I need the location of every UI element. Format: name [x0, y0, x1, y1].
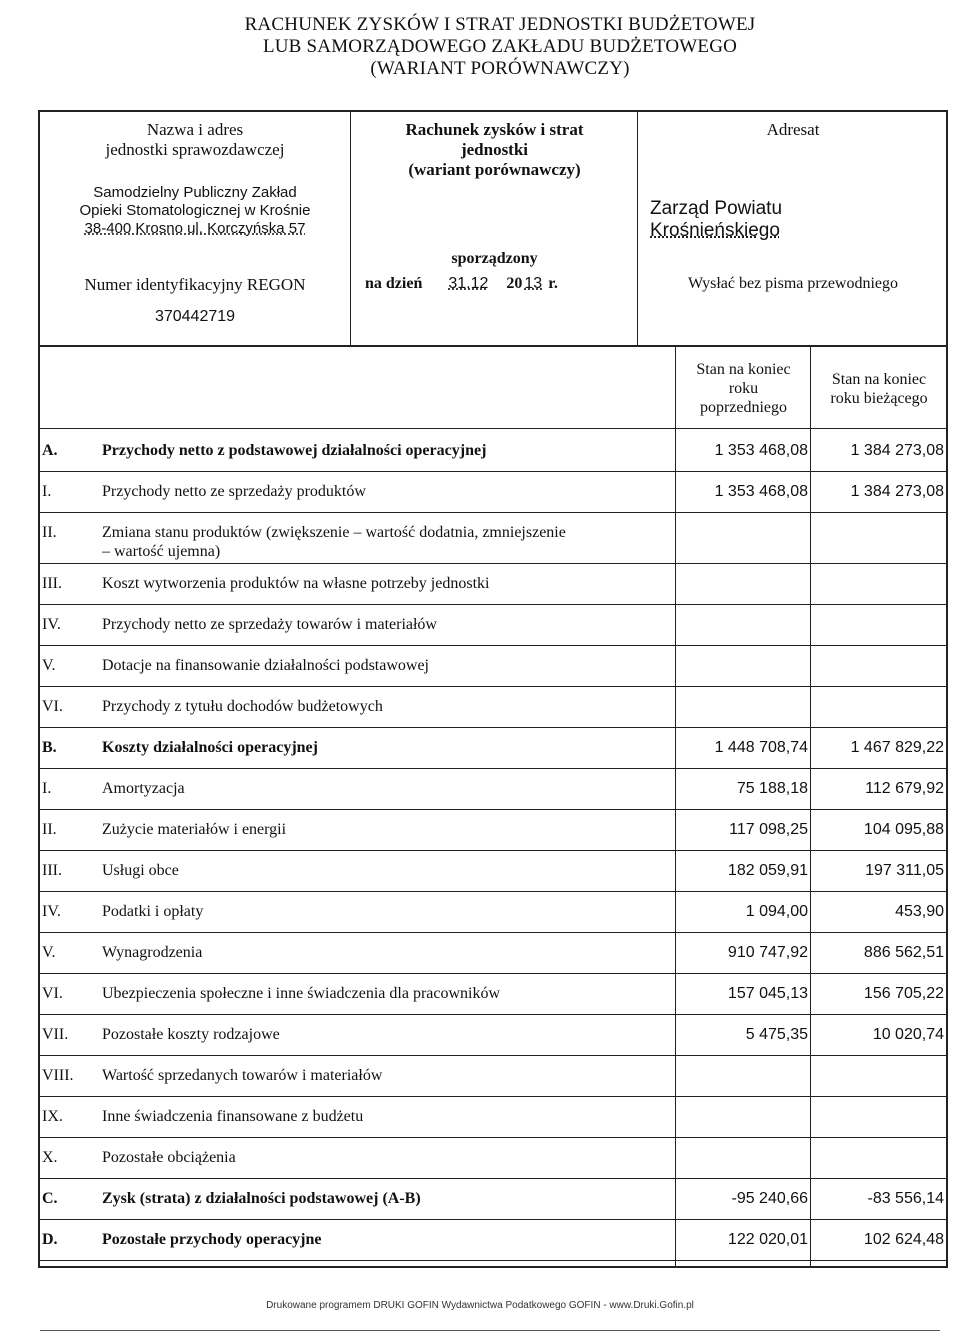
- row-code: III.: [42, 575, 62, 592]
- value-previous-year: 117 098,25: [729, 821, 808, 838]
- column-header-current-year: [812, 370, 946, 408]
- value-previous-year: 182 059,91: [727, 862, 808, 879]
- footer-note: Drukowane programem DRUKI GOFIN Wydawnictwa Podatkowego GOFIN - www.Druki.Gofin.pl: [266, 1300, 694, 1311]
- row-label: Zmiana stanu produktów (zwiększenie – wartość dodatnia, zmniejszenie: [102, 524, 566, 541]
- send-without-cover-letter: Wysłać bez pisma przewodniego: [687, 275, 899, 292]
- prepared-label: sporządzony: [451, 250, 538, 267]
- row-label: Zysk (strata) z działalności podstawowej (A-B): [102, 1190, 421, 1207]
- table-row: [40, 1219, 946, 1260]
- row-code: I.: [42, 483, 52, 500]
- column-header-previous-year: [677, 360, 810, 417]
- value-previous-year: 5 475,35: [745, 1026, 808, 1043]
- value-current-year: 112 679,92: [865, 780, 944, 797]
- row-code: V.: [42, 944, 56, 961]
- row-code: B.: [42, 739, 57, 756]
- prev-header-2: roku: [728, 380, 759, 397]
- row-label: Usługi obce: [102, 862, 179, 879]
- table-row: [40, 645, 946, 686]
- row-code: VI.: [42, 698, 63, 715]
- row-code: III.: [42, 862, 62, 879]
- year-suffix: r.: [548, 275, 558, 292]
- value-previous-year: 1 448 708,74: [714, 739, 808, 756]
- row-label: Pozostałe koszty rodzajowe: [102, 1026, 280, 1043]
- table-row: [40, 1137, 946, 1178]
- column-header-bottom-line: [38, 428, 948, 429]
- value-current-year: 1 384 273,08: [850, 483, 944, 500]
- row-label: Koszty działalności operacyjnej: [102, 739, 318, 756]
- row-label: Wynagrodzenia: [102, 944, 203, 961]
- row-code: VII.: [42, 1026, 69, 1043]
- table-row: [40, 932, 946, 973]
- header-separator: [38, 345, 948, 347]
- row-code: X.: [42, 1149, 58, 1166]
- year-prefix: 20: [506, 275, 523, 292]
- table-row: [40, 973, 946, 1014]
- row-code: D.: [42, 1231, 58, 1248]
- row-code: C.: [42, 1190, 58, 1207]
- value-previous-year: 1 353 468,08: [714, 442, 808, 459]
- reporting-unit-name: [40, 184, 350, 238]
- addressee-line-1: Zarząd Powiatu: [650, 198, 783, 219]
- row-label: Pozostałe przychody operacyjne: [102, 1231, 322, 1248]
- title-line-3: (WARIANT PORÓWNAWCZY): [370, 58, 630, 79]
- title-line-1: RACHUNEK ZYSKÓW I STRAT JEDNOSTKI BUDŻETOWEJ: [244, 14, 756, 35]
- unit-name-line-1: Samodzielny Publiczny Zakład: [93, 184, 297, 201]
- reporting-unit-label: [40, 120, 350, 160]
- row-label-continued: – wartość ujemna): [102, 543, 221, 560]
- table-row: [40, 1096, 946, 1137]
- value-current-year: 453,90: [895, 903, 944, 920]
- row-label: Inne świadczenia finansowane z budżetu: [102, 1108, 364, 1125]
- table-row: [40, 768, 946, 809]
- value-previous-year: 1 094,00: [745, 903, 808, 920]
- unit-name-line-2: Opieki Stomatologicznej w Krośnie: [79, 202, 311, 219]
- row-label: Ubezpieczenia społeczne i inne świadczenia dla pracowników: [102, 985, 501, 1002]
- year-value: 13: [524, 275, 543, 292]
- row-label: Przychody netto ze sprzedaży produktów: [102, 483, 366, 500]
- row-label: Podatki i opłaty: [102, 903, 204, 920]
- value-current-year: 197 311,05: [865, 862, 944, 879]
- header-divider-2: [637, 110, 638, 345]
- table-row: [40, 850, 946, 891]
- value-current-year: 10 020,74: [872, 1026, 944, 1043]
- statement-title-3: (wariant porównawczy): [408, 160, 581, 179]
- table-row: [40, 471, 946, 512]
- row-label: Przychody netto ze sprzedaży towarów i materiałów: [102, 616, 437, 633]
- prev-header-3: poprzedniego: [699, 399, 788, 416]
- table-row: [40, 430, 946, 471]
- table-row: [40, 686, 946, 727]
- table-row: [40, 604, 946, 645]
- document-title: [0, 14, 960, 80]
- regon-number: 370442719: [154, 308, 236, 325]
- statement-title-2: jednostki: [460, 140, 529, 159]
- row-code: A.: [42, 442, 58, 459]
- value-previous-year: -95 240,66: [731, 1190, 808, 1207]
- row-label: Dotacje na finansowanie działalności podstawowej: [102, 657, 429, 674]
- value-current-year: 1 384 273,08: [850, 442, 944, 459]
- row-code: IX.: [42, 1108, 63, 1125]
- row-label: Wartość sprzedanych towarów i materiałów: [102, 1067, 383, 1084]
- header-divider-1: [350, 110, 351, 345]
- value-current-year: 104 095,88: [863, 821, 944, 838]
- prev-header-1: Stan na koniec: [696, 361, 791, 378]
- value-current-year: -83 556,14: [867, 1190, 944, 1207]
- value-previous-year: 1 353 468,08: [714, 483, 808, 500]
- row-label: Przychody z tytułu dochodów budżetowych: [102, 698, 383, 715]
- statement-title: [352, 120, 637, 180]
- addressee-name: [650, 198, 782, 242]
- table-row: [40, 727, 946, 768]
- row-code: IV.: [42, 903, 61, 920]
- row-label: Przychody netto z podstawowej działalności operacyjnej: [102, 442, 487, 459]
- date-value: 31.12: [448, 275, 489, 292]
- table-row: [40, 1178, 946, 1219]
- value-previous-year: 122 020,01: [727, 1231, 808, 1248]
- curr-header-1: Stan na koniec: [831, 371, 927, 388]
- statement-date: [365, 275, 558, 293]
- row-code: II.: [42, 524, 57, 541]
- row-separator: [38, 1260, 948, 1261]
- table-row: [40, 563, 946, 604]
- value-current-year: 102 624,48: [863, 1231, 944, 1248]
- row-code: VIII.: [42, 1067, 74, 1084]
- value-previous-year: 910 747,92: [727, 944, 808, 961]
- table-row: [40, 809, 946, 850]
- row-label: Pozostałe obciążenia: [102, 1149, 236, 1166]
- value-previous-year: 157 045,13: [727, 985, 808, 1002]
- row-label: Zużycie materiałów i energii: [102, 821, 287, 838]
- unit-address: 38-400 Krosno ul. Korczyńska 57: [84, 220, 306, 237]
- value-current-year: 1 467 829,22: [850, 739, 944, 756]
- addressee-line-2: Krośnieńskiego: [650, 220, 780, 241]
- value-previous-year: 75 188,18: [736, 780, 808, 797]
- curr-header-2: roku bieżącego: [830, 390, 928, 407]
- bottom-rule: [40, 1330, 940, 1331]
- statement-title-1: Rachunek zysków i strat: [405, 120, 584, 139]
- row-label: Koszt wytworzenia produktów na własne potrzeby jednostki: [102, 575, 490, 592]
- reporting-unit-label-1: Nazwa i adres: [146, 120, 244, 139]
- row-code: I.: [42, 780, 52, 797]
- addressee-label: Adresat: [766, 120, 820, 139]
- table-row: [40, 512, 946, 563]
- row-code: II.: [42, 821, 57, 838]
- regon-label: Numer identyfikacyjny REGON: [84, 275, 306, 294]
- reporting-unit-label-2: jednostki sprawozdawczej: [105, 140, 285, 159]
- value-current-year: 886 562,51: [863, 944, 944, 961]
- row-code: V.: [42, 657, 56, 674]
- title-line-2: LUB SAMORZĄDOWEGO ZAKŁADU BUDŻETOWEGO: [262, 36, 738, 57]
- value-current-year: 156 705,22: [863, 985, 944, 1002]
- row-label: Amortyzacja: [102, 780, 185, 797]
- table-row: [40, 891, 946, 932]
- date-prefix: na dzień: [365, 275, 423, 292]
- row-code: IV.: [42, 616, 61, 633]
- row-code: VI.: [42, 985, 63, 1002]
- table-row: [40, 1014, 946, 1055]
- table-row: [40, 1055, 946, 1096]
